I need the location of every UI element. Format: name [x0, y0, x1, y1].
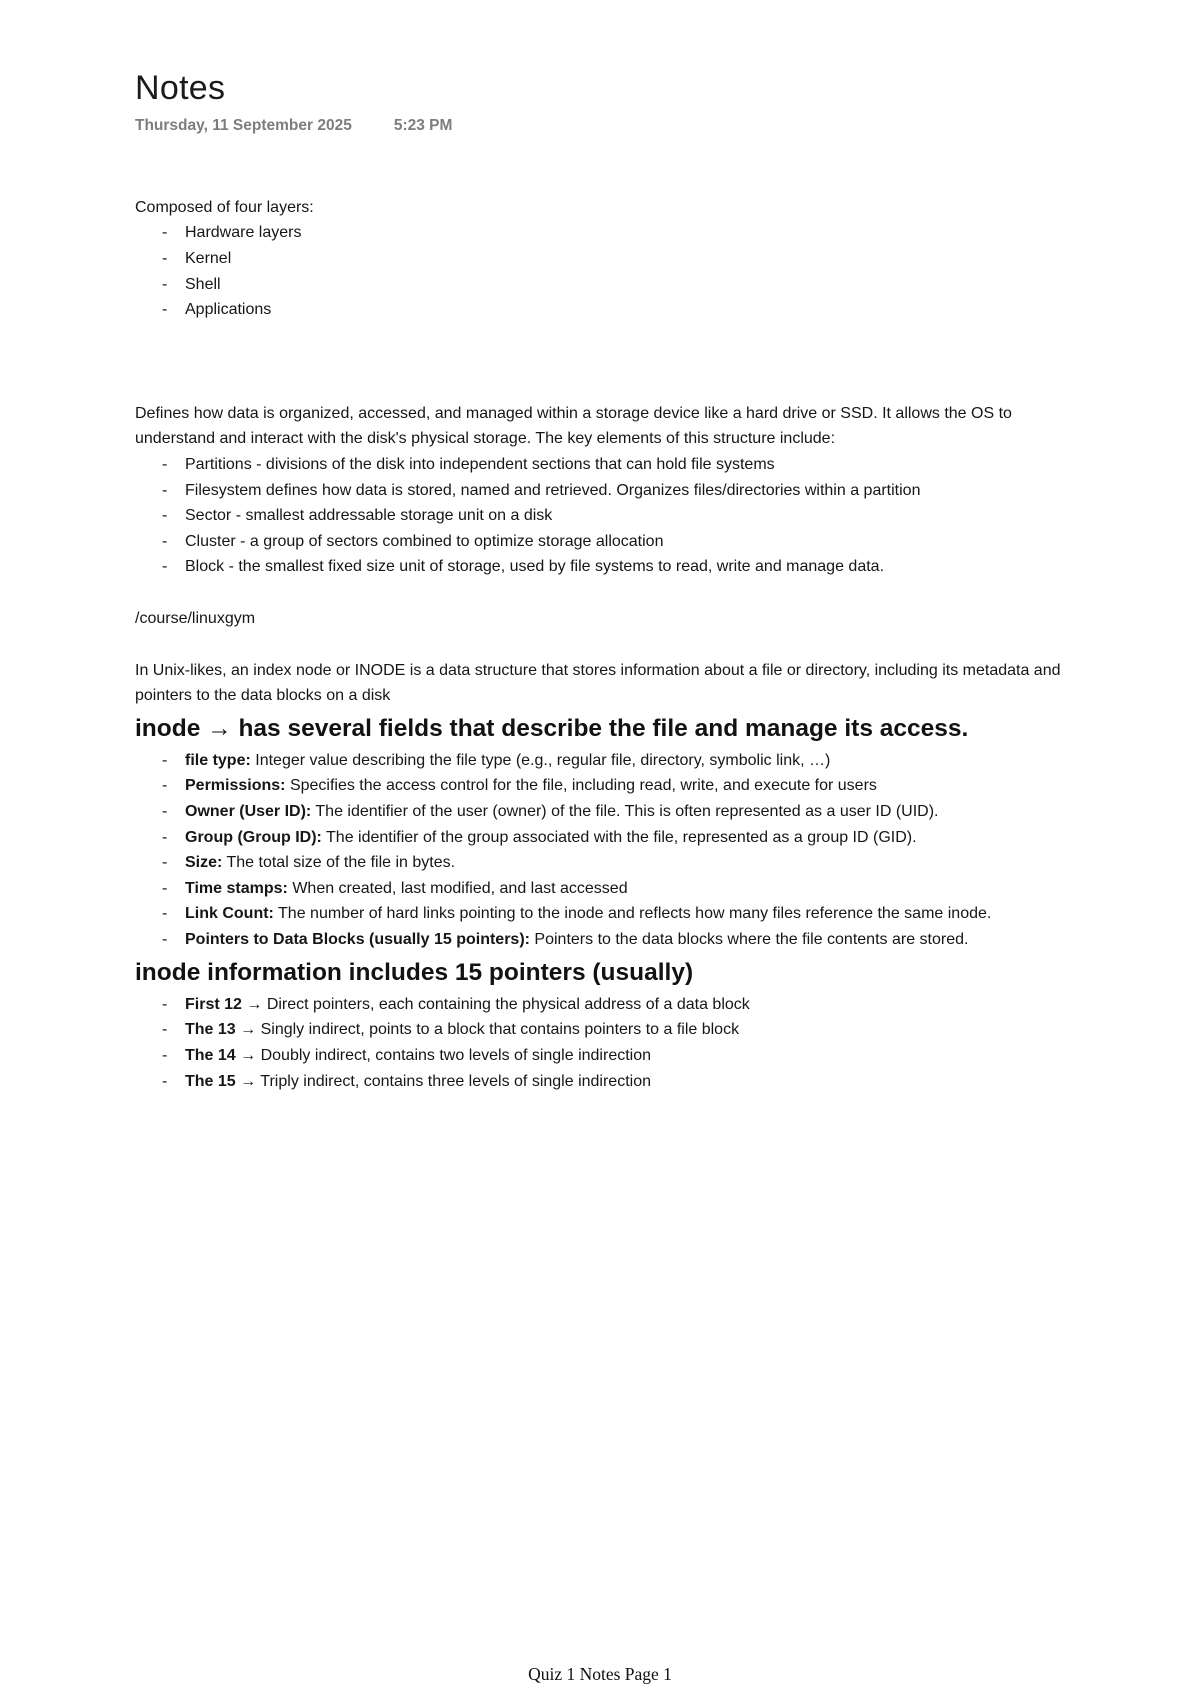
list-item — [162, 1069, 1088, 1095]
field-text: The total size of the file in bytes. — [226, 854, 456, 872]
field-lead: Link Count: — [185, 905, 274, 923]
pointer-text: → Triply indirect, contains three levels of single indirection — [240, 1072, 651, 1090]
field-text: Specifies the access control for the file, including read, write, and execute for users — [289, 777, 877, 795]
list-item: - Partitions - divisions of the disk into independent sections that can hold file systems — [162, 452, 1088, 478]
list-item — [162, 773, 1088, 799]
layers-list — [135, 220, 1088, 322]
field-lead: file type: — [185, 751, 251, 769]
pointer-lead: The 13 — [185, 1021, 236, 1039]
inode-fields-list — [135, 748, 1088, 953]
pointer-text: → Direct pointers, each containing the physical address of a data block — [246, 995, 750, 1013]
field-lead: Pointers to Data Blocks (usually 15 pointers): — [185, 931, 530, 949]
disk-structure-paragraph: Defines how data is organized, accessed, and managed within a storage device like a hard drive or SSD. It allows the OS to understand and interact with the disk's physical storage. The key elements of this structure include: — [135, 404, 1012, 448]
list-item: - Block - the smallest fixed size unit of storage, used by file systems to read, write and manage data. — [162, 554, 1088, 580]
list-item — [162, 748, 1088, 774]
field-text: Integer value describing the file type (e.g., regular file, directory, symbolic link, …) — [255, 751, 831, 769]
list-item: - Sector - smallest addressable storage unit on a disk — [162, 503, 1088, 529]
list-item: - Hardware layers — [162, 220, 1088, 246]
list-item: - Applications — [162, 297, 1088, 323]
field-lead: Time stamps: — [185, 879, 288, 897]
list-item — [162, 992, 1088, 1018]
field-text: Pointers to the data blocks where the file contents are stored. — [534, 931, 969, 949]
list-item — [162, 927, 1088, 953]
inode-heading: inode → has several fields that describe the file and manage its access. — [135, 714, 969, 742]
list-item — [162, 825, 1088, 851]
field-text: The identifier of the user (owner) of the file. This is often represented as a user ID (UID). — [315, 803, 939, 821]
list-item — [162, 1043, 1088, 1069]
field-lead: Permissions: — [185, 777, 286, 795]
pointer-text: → Doubly indirect, contains two levels of single indirection — [240, 1047, 652, 1065]
field-lead: Size: — [185, 854, 223, 872]
inode-intro-paragraph: In Unix-likes, an index node or INODE is a data structure that stores information about a file or directory, including its metadata and pointers to the data blocks on a disk — [135, 661, 1061, 705]
list-item: - Kernel — [162, 246, 1088, 272]
pointers-heading: inode information includes 15 pointers (usually) — [135, 958, 694, 986]
page-footer: Quiz 1 Notes Page 1 — [528, 1664, 672, 1684]
list-item — [162, 1017, 1088, 1043]
pointer-lead: The 15 — [185, 1072, 236, 1090]
page-title: Notes — [135, 69, 226, 107]
field-text: The identifier of the group associated with the file, represented as a group ID (GID). — [326, 828, 917, 846]
list-item — [162, 876, 1088, 902]
pointer-text: → Singly indirect, points to a block that contains pointers to a file block — [240, 1021, 740, 1039]
field-lead: Owner (User ID): — [185, 803, 312, 821]
field-lead: Group (Group ID): — [185, 828, 322, 846]
list-item: - Filesystem defines how data is stored, named and retrieved. Organizes files/directories within a partition — [162, 478, 1088, 504]
disk-structure-list — [135, 452, 1088, 580]
time-label: 5:23 PM — [393, 116, 453, 134]
field-text: The number of hard links pointing to the inode and reflects how many files reference the same inode. — [278, 905, 992, 923]
list-item — [162, 799, 1088, 825]
pointer-lead: First 12 — [185, 995, 242, 1013]
date-label: Thursday, 11 September 2025 — [135, 116, 352, 134]
course-path: /course/linuxgym — [135, 609, 256, 627]
pointer-lead: The 14 — [185, 1047, 236, 1065]
page-datetime — [135, 117, 1088, 135]
list-item: - Shell — [162, 272, 1088, 298]
list-item — [162, 901, 1088, 927]
field-text: When created, last modified, and last accessed — [292, 879, 628, 897]
list-item: - Cluster - a group of sectors combined to optimize storage allocation — [162, 529, 1088, 555]
pointers-list — [135, 992, 1088, 1094]
list-item — [162, 850, 1088, 876]
layers-intro: Composed of four layers: — [135, 198, 314, 216]
